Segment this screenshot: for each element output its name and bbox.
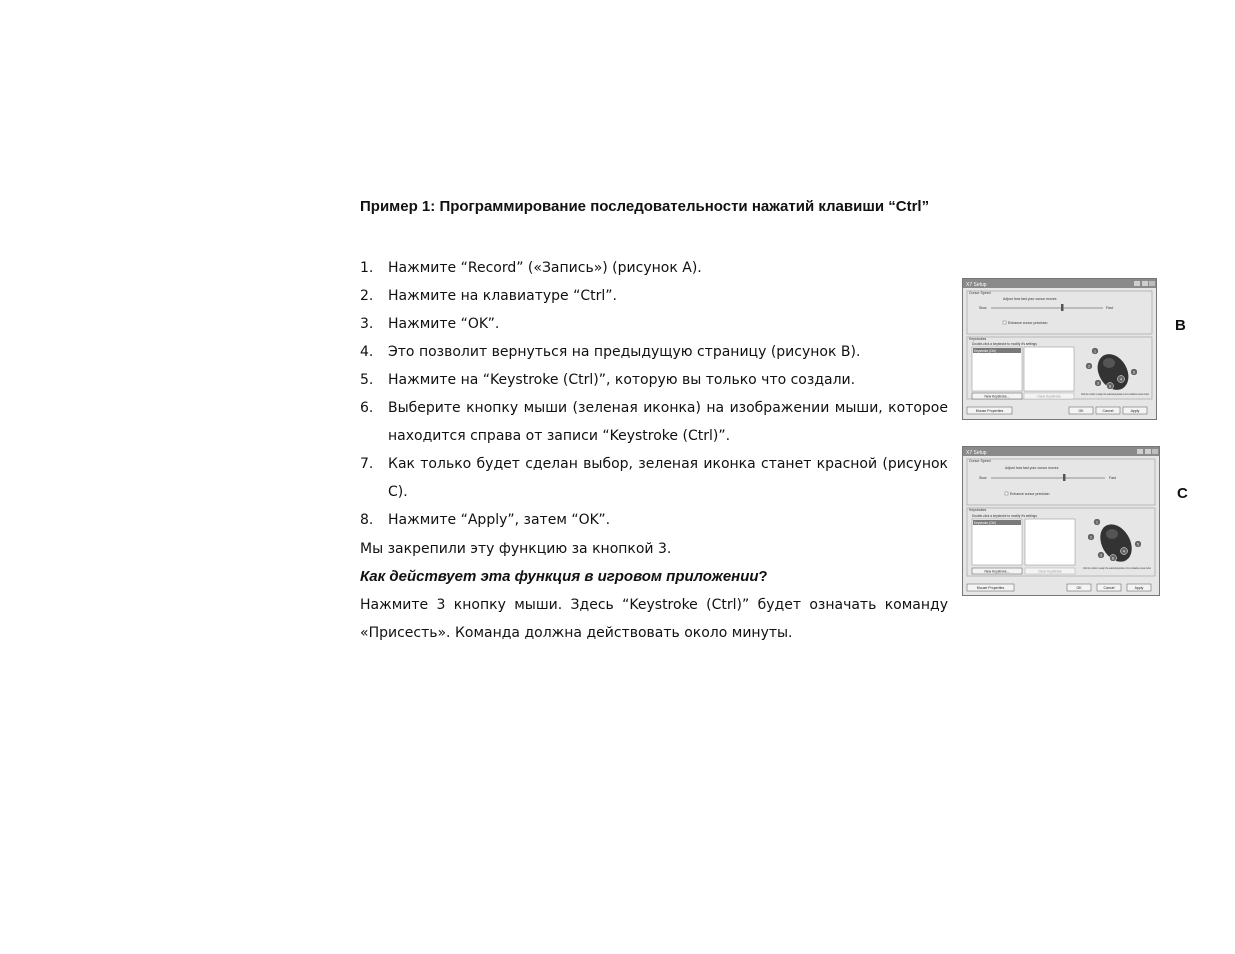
page-title: Пример 1: Программирование последовательности нажатий клавиши “Ctrl” [360,198,930,215]
group-label: Keystrokes [969,508,987,512]
svg-text:Mouse Properties: Mouse Properties [976,586,1005,590]
note-text: Мы закрепили эту функцию за кнопкой 3. [360,541,672,557]
screenshot-figure-c [962,446,1160,596]
slow-label: Slow [979,306,987,310]
svg-text:New Keystroke...: New Keystroke... [984,394,1010,399]
figure-label: C [1177,485,1188,502]
figure-label: B [1175,317,1186,334]
step-number: 7. [360,456,374,472]
svg-text:OK: OK [1078,409,1084,413]
assign-hint: Click the number to assign the selected keystroke to the correlative mouse button [1081,392,1150,396]
minimize-icon [1137,449,1143,454]
keystroke-list[interactable] [972,347,1022,391]
step-text: Нажмите на “Keystroke (Ctrl)”, которую вы только что создали. [388,372,856,388]
keystroke-detail [1024,347,1074,391]
step-number: 8. [360,512,374,528]
svg-text:4: 4 [1123,549,1125,554]
list-item [360,506,948,534]
enhance-label: Enhance cursor precision [1008,321,1048,325]
assign-hint: Click the number to assign the selected keystroke to the correlative mouse button [1083,566,1152,570]
svg-text:OK: OK [1076,586,1082,590]
step-text: Нажмите “Record” («Запись») (рисунок A). [388,260,702,276]
svg-text:2: 2 [1088,364,1090,369]
list-item-label: Keystroke (Ctrl) [974,349,997,353]
step-text: Нажмите на клавиатуре “Ctrl”. [388,288,617,304]
step-text: Это позволит вернуться на предыдущую страницу (рисунок B). [388,344,861,360]
hint-text: Double-click a keystroke to modify it's settings [972,342,1037,346]
list-item [360,450,948,506]
summary-block [360,535,948,647]
step-number: 4. [360,344,374,360]
mouse-icon [1091,349,1134,396]
step-text: Нажмите “Apply”, затем “OK”. [388,512,611,528]
question-text: Как действует эта функция в игровом приложении [360,568,759,585]
close-icon [1152,449,1158,454]
step-number: 5. [360,372,374,388]
keystroke-list[interactable] [972,519,1022,565]
screenshot-figure-b [962,278,1157,420]
step-number: 6. [360,400,374,416]
group-label: Cursor Speed [969,459,991,463]
step-number: 2. [360,288,374,304]
svg-text:3: 3 [1100,553,1102,558]
speed-slider[interactable] [1063,474,1066,481]
svg-text:Cancel: Cancel [1102,409,1114,413]
enhance-checkbox[interactable] [1005,492,1008,495]
question-mark: ? [758,568,768,585]
hint-text: Double-click a keystroke to modify it's settings [972,514,1037,518]
svg-text:Mouse Properties: Mouse Properties [975,409,1004,413]
svg-text:5: 5 [1133,370,1135,375]
step-text: Выберите кнопку мыши (зеленая иконка) на изображении мыши, которое находится справа от записи “Keystroke (Ctrl)”. [388,400,948,444]
list-item [360,338,948,366]
svg-text:6: 6 [1109,384,1111,389]
maximize-icon [1142,281,1148,286]
answer-text: Нажмите 3 кнопку мыши. Здесь “Keystroke (Ctrl)” будет означать команду «Присесть». Команда должна действовать около минуты. [360,597,948,641]
svg-text:3: 3 [1097,381,1099,386]
slow-label: Slow [979,476,987,480]
question-heading [360,563,948,591]
svg-text:Apply: Apply [1130,409,1140,413]
list-item [360,254,948,282]
svg-text:1: 1 [1096,520,1098,525]
steps-list [360,254,948,534]
svg-text:2: 2 [1090,535,1092,540]
speed-slider[interactable] [1061,304,1064,311]
minimize-icon [1134,281,1140,286]
list-item [360,282,948,310]
step-number: 1. [360,260,374,276]
svg-text:1: 1 [1094,349,1096,354]
svg-text:4: 4 [1120,377,1122,382]
svg-text:Apply: Apply [1134,586,1144,590]
step-number: 3. [360,316,374,332]
group-label: Keystrokes [969,337,987,341]
fast-label: Fast [1109,476,1116,480]
step-text: Нажмите “OK”. [388,316,500,332]
window-title: X7 Setup [966,450,987,456]
list-item [360,394,948,450]
keystroke-detail [1025,519,1075,565]
hint-text: Adjust how fast your cursor moves [1003,297,1057,301]
svg-text:Clear Keystroke: Clear Keystroke [1037,394,1061,399]
maximize-icon [1145,449,1151,454]
svg-text:6: 6 [1112,556,1114,561]
close-icon [1149,281,1155,286]
group-label: Cursor Speed [969,291,991,295]
list-item [360,366,948,394]
svg-text:Cancel: Cancel [1103,586,1115,590]
fast-label: Fast [1106,306,1113,310]
hint-text: Adjust how fast your cursor moves [1005,466,1059,470]
svg-text:Clear Keystroke: Clear Keystroke [1038,569,1062,574]
enhance-checkbox[interactable] [1003,321,1006,324]
window-title: X7 Setup [966,282,987,288]
enhance-label: Enhance cursor precision [1010,492,1050,496]
list-item-label: Keystroke (Ctrl) [974,521,997,525]
svg-text:New Keystroke...: New Keystroke... [984,569,1010,574]
list-item [360,310,948,338]
step-text: Как только будет сделан выбор, зеленая иконка станет красной (рисунок C). [388,456,948,500]
svg-text:5: 5 [1137,542,1139,547]
